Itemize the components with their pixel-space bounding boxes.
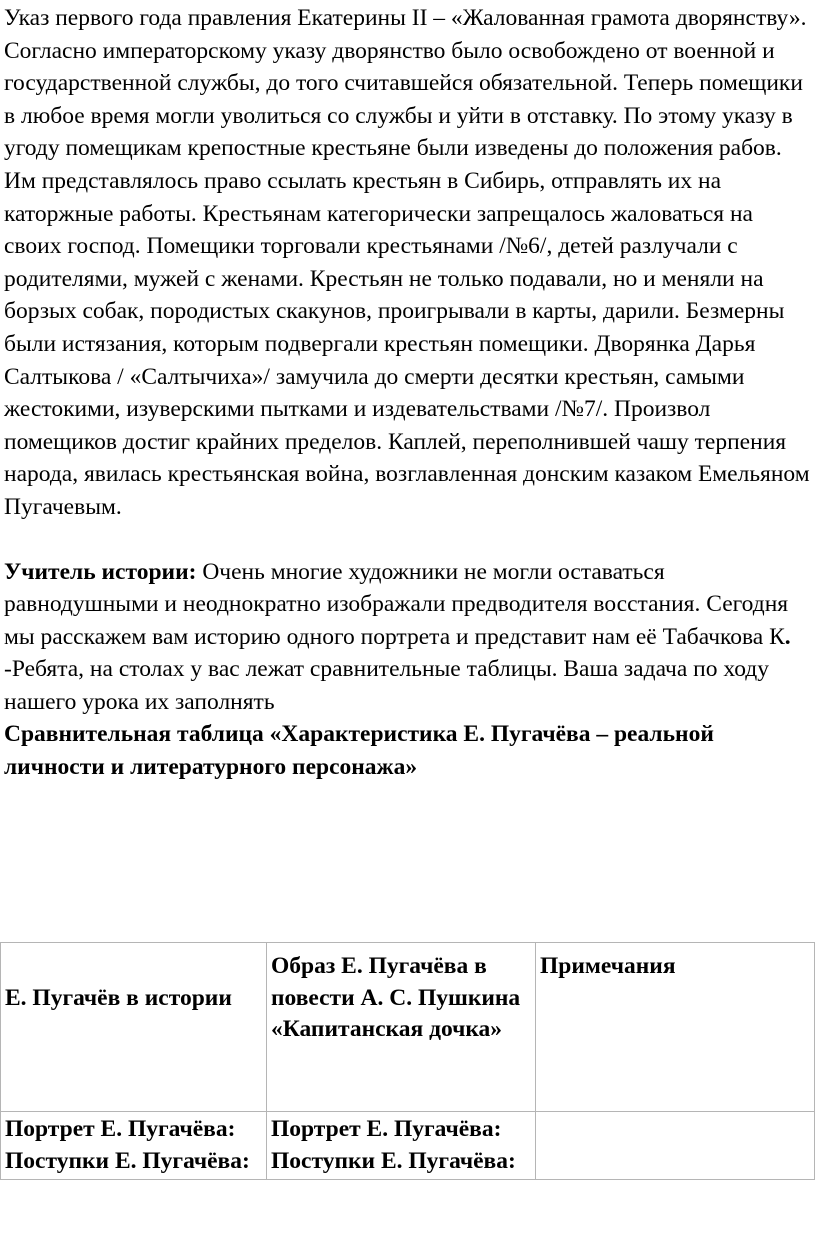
comparison-table: [0, 942, 815, 1180]
paragraph-teacher: [4, 556, 812, 719]
teacher-text: Очень многие художники не могли оставаться равнодушными и неоднократно изображали предводителя восстания. Сегодня мы расскажем вам историю одного портрета и представит нам её Табачкова К: [4, 558, 789, 650]
actions-label-history: Поступки Е. Пугачёва:: [5, 1147, 250, 1174]
table-header-row: [1, 943, 815, 1112]
actions-label-novel: Поступки Е. Пугачёва:: [271, 1147, 516, 1174]
teacher-text-2: -Ребята, на столах у вас лежат сравнительные таблицы. Ваша задача по ходу нашего урока их заполнять: [4, 656, 770, 715]
row-cell-history: [1, 1112, 267, 1180]
table-title: Сравнительная таблица «Характеристика Е. Пугачёва – реальной личности и литературного персонажа»: [4, 721, 714, 781]
paragraph-spacer: [4, 524, 812, 556]
header-notes-text: Примечания: [540, 953, 676, 979]
header-novel-text: Образ Е. Пугачёва в повести А. С. Пушкина «Капитанская дочка»: [271, 953, 521, 1042]
portrait-label-novel: Портрет Е. Пугачёва:: [271, 1116, 502, 1142]
row-cell-notes: [536, 1112, 815, 1180]
header-cell-notes: [536, 943, 815, 1112]
paragraph-decree: Указ первого года правления Екатерины II – «Жалованная грамота дворянству». Согласно императорскому указу дворянство было освобождено от военной и государственной службы, до того считавшейся обязательной. Теперь помещики в любое время могли уволиться со службы и уйти в отставку. По этому указу в угоду помещикам крепостные крестьяне были изведены до положения рабов. Им представлялось право ссылать крестьян в Сибирь, отправлять их на каторжные работы. Крестьянам категорически запрещалось жаловаться на своих господ. Помещики торговали крестьянами /№6/, детей разлучали с родителями, мужей с женами. Крестьян не только подавали, но и меняли на борзых собак, породистых скакунов, проигрывали в карты, дарили. Безмерны были истязания, которым подвергали крестьян помещики. Дворянка Дарья Салтыкова / «Салтычиха»/ замучила до смерти десятки крестьян, самыми жестокими, изуверскими пытками и издевательствами /№7/. Произвол помещиков достиг крайних пределов. Каплей, переполнившей чашу терпения народа, явилась крестьянская война, возглавленная донским казаком Емельяном Пугачевым.: [4, 5, 810, 520]
portrait-label-history: Портрет Е. Пугачёва:: [5, 1116, 236, 1142]
header-cell-novel: [267, 943, 536, 1112]
table-row: [1, 1112, 815, 1180]
speaker-label: Учитель истории:: [4, 558, 197, 585]
row-cell-novel: [267, 1112, 536, 1180]
document-page: [4, 2, 812, 784]
header-history-text: Е. Пугачёв в истории: [5, 985, 232, 1011]
teacher-dot: .: [784, 623, 791, 650]
header-cell-history: [1, 943, 267, 1112]
